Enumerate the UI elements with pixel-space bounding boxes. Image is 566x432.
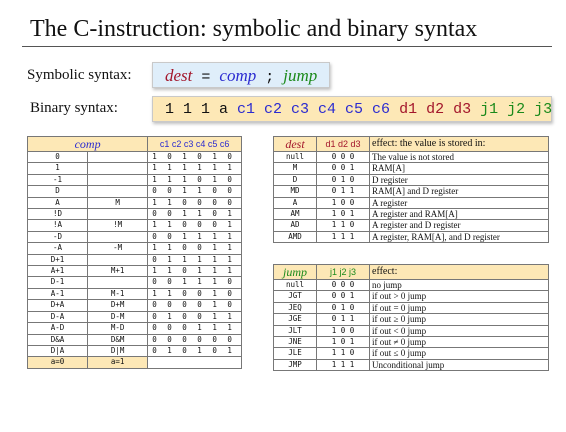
dest-row xyxy=(274,209,549,220)
dest-symbol-cell: A xyxy=(274,197,317,208)
dest-bits-cell: 1 1 1 xyxy=(317,231,370,242)
comp-row xyxy=(28,254,242,265)
comp-row xyxy=(28,163,242,174)
comp-row xyxy=(28,311,242,322)
dest-bits-cell: 0 0 0 xyxy=(317,152,370,163)
comp-row xyxy=(28,334,242,345)
jump-row xyxy=(274,348,549,359)
comp-header: comp xyxy=(28,137,148,152)
dest-bits-cell: 1 0 0 xyxy=(317,197,370,208)
jump-bits-cell: 1 0 0 xyxy=(317,325,370,336)
jump-bits-cell: 0 1 1 xyxy=(317,314,370,325)
binary-syntax-box xyxy=(152,96,552,122)
binary-jump-bits: j1 j2 j3 xyxy=(480,101,553,118)
dest-symbol-cell: AM xyxy=(274,209,317,220)
comp-bits-cell: 0 0 0 1 1 1 xyxy=(148,323,242,334)
comp-bits-cell: 1 1 1 0 1 0 xyxy=(148,174,242,185)
comp-a0-cell: A+1 xyxy=(28,266,88,277)
comp-a0-cell: D|A xyxy=(28,345,88,356)
jump-bits-header: j1 j2 j3 xyxy=(317,265,370,280)
dest-effect-cell: RAM[A] xyxy=(370,163,549,174)
title-divider xyxy=(22,46,552,47)
jump-row xyxy=(274,325,549,336)
comp-a1-cell: M-D xyxy=(88,323,148,334)
comp-a1-cell: M xyxy=(88,197,148,208)
comp-bits-cell: 0 0 0 0 0 0 xyxy=(148,334,242,345)
comp-a1-cell xyxy=(88,277,148,288)
jump-symbol-cell: JLT xyxy=(274,325,317,336)
symbolic-syntax-box xyxy=(152,62,330,88)
dest-row xyxy=(274,163,549,174)
jump-symbol-cell: JMP xyxy=(274,359,317,370)
symbolic-comp: comp xyxy=(219,66,257,85)
comp-a1-cell: D&M xyxy=(88,334,148,345)
comp-bits-cell: 1 0 1 0 1 0 xyxy=(148,152,242,163)
dest-effect-cell: The value is not stored xyxy=(370,152,549,163)
binary-dest-bits: d1 d2 d3 xyxy=(399,101,472,118)
dest-effect-cell: A register xyxy=(370,197,549,208)
jump-header: jump xyxy=(274,265,317,280)
comp-row xyxy=(28,220,242,231)
comp-a0-cell: -A xyxy=(28,243,88,254)
binary-syntax-label: Binary syntax: xyxy=(30,100,118,116)
comp-table xyxy=(27,136,242,369)
comp-bits-cell: 0 1 0 1 0 1 xyxy=(148,345,242,356)
comp-a0-cell: D+1 xyxy=(28,254,88,265)
comp-a0-cell: D-A xyxy=(28,311,88,322)
binary-prefix: 1 1 1 a xyxy=(165,101,229,118)
jump-symbol-cell: JEQ xyxy=(274,302,317,313)
comp-foot-blank xyxy=(148,357,242,368)
comp-a1-cell: D|M xyxy=(88,345,148,356)
jump-effect-cell: if out ≥ 0 jump xyxy=(370,314,549,325)
jump-symbol-cell: JNE xyxy=(274,337,317,348)
comp-a0-cell: D xyxy=(28,186,88,197)
comp-row xyxy=(28,300,242,311)
jump-row xyxy=(274,280,549,291)
comp-a0-cell: A-1 xyxy=(28,288,88,299)
jump-bits-cell: 0 0 0 xyxy=(317,280,370,291)
comp-a1-cell xyxy=(88,186,148,197)
dest-symbol-cell: M xyxy=(274,163,317,174)
comp-foot-a1: a=1 xyxy=(88,357,148,368)
comp-row xyxy=(28,209,242,220)
comp-a0-cell: !A xyxy=(28,220,88,231)
dest-row xyxy=(274,231,549,242)
jump-symbol-cell: JLE xyxy=(274,348,317,359)
comp-row xyxy=(28,197,242,208)
dest-effect-cell: A register and D register xyxy=(370,220,549,231)
comp-a1-cell: D-M xyxy=(88,311,148,322)
comp-row xyxy=(28,288,242,299)
comp-bits-cell: 1 1 0 0 0 1 xyxy=(148,220,242,231)
dest-symbol-cell: AMD xyxy=(274,231,317,242)
dest-row xyxy=(274,174,549,185)
comp-a1-cell xyxy=(88,209,148,220)
comp-a0-cell: D&A xyxy=(28,334,88,345)
jump-effect-cell: if out < 0 jump xyxy=(370,325,549,336)
jump-symbol-cell: JGT xyxy=(274,291,317,302)
jump-bits-cell: 1 1 1 xyxy=(317,359,370,370)
dest-effect-cell: D register xyxy=(370,174,549,185)
dest-bits-cell: 0 0 1 xyxy=(317,163,370,174)
dest-effect-cell: RAM[A] and D register xyxy=(370,186,549,197)
comp-a0-cell: -D xyxy=(28,231,88,242)
page-title: The C-instruction: symbolic and binary syntax xyxy=(30,16,478,42)
comp-row xyxy=(28,266,242,277)
comp-bits-cell: 0 0 1 1 1 1 xyxy=(148,231,242,242)
comp-a0-cell: D-1 xyxy=(28,277,88,288)
jump-effect-cell: Unconditional jump xyxy=(370,359,549,370)
dest-effect-header: effect: the value is stored in: xyxy=(370,137,549,152)
jump-table xyxy=(273,264,549,371)
comp-bits-cell: 0 0 0 0 1 0 xyxy=(148,300,242,311)
jump-effect-cell: if out = 0 jump xyxy=(370,302,549,313)
comp-bits-cell: 1 1 0 0 0 0 xyxy=(148,197,242,208)
jump-symbol-cell: null xyxy=(274,280,317,291)
jump-row xyxy=(274,302,549,313)
comp-foot-a0: a=0 xyxy=(28,357,88,368)
comp-a0-cell: -1 xyxy=(28,174,88,185)
comp-bits-cell: 1 1 0 0 1 0 xyxy=(148,288,242,299)
comp-bits-header: c1 c2 c3 c4 c5 c6 xyxy=(148,137,242,152)
comp-bits-cell: 1 1 1 1 1 1 xyxy=(148,163,242,174)
comp-a1-cell xyxy=(88,163,148,174)
dest-header: dest xyxy=(274,137,317,152)
jump-effect-cell: no jump xyxy=(370,280,549,291)
jump-effect-cell: if out ≠ 0 jump xyxy=(370,337,549,348)
comp-row xyxy=(28,186,242,197)
comp-a0-cell: D+A xyxy=(28,300,88,311)
comp-foot-row xyxy=(28,357,242,368)
dest-symbol-cell: D xyxy=(274,174,317,185)
dest-bits-header: d1 d2 d3 xyxy=(317,137,370,152)
comp-row xyxy=(28,277,242,288)
comp-row xyxy=(28,345,242,356)
comp-a1-cell: M+1 xyxy=(88,266,148,277)
comp-a0-cell: 1 xyxy=(28,163,88,174)
comp-bits-cell: 0 0 1 1 0 0 xyxy=(148,186,242,197)
comp-a1-cell: !M xyxy=(88,220,148,231)
comp-a0-cell: A-D xyxy=(28,323,88,334)
comp-a0-cell: !D xyxy=(28,209,88,220)
binary-comp-bits: c1 c2 c3 c4 c5 c6 xyxy=(237,101,391,118)
dest-effect-cell: A register, RAM[A], and D register xyxy=(370,231,549,242)
jump-effect-header: effect: xyxy=(370,265,549,280)
jump-effect-cell: if out ≤ 0 jump xyxy=(370,348,549,359)
comp-row xyxy=(28,152,242,163)
symbolic-jump: jump xyxy=(283,66,318,85)
jump-row xyxy=(274,337,549,348)
jump-row xyxy=(274,291,549,302)
jump-row xyxy=(274,359,549,370)
dest-bits-cell: 0 1 1 xyxy=(317,186,370,197)
jump-bits-cell: 1 0 1 xyxy=(317,337,370,348)
comp-row xyxy=(28,323,242,334)
dest-row xyxy=(274,197,549,208)
comp-bits-cell: 0 0 1 1 1 0 xyxy=(148,277,242,288)
comp-a1-cell: D+M xyxy=(88,300,148,311)
comp-row xyxy=(28,231,242,242)
dest-table xyxy=(273,136,549,243)
symbolic-syntax-label: Symbolic syntax: xyxy=(27,67,132,83)
symbolic-equals: = xyxy=(192,69,220,86)
dest-symbol-cell: AD xyxy=(274,220,317,231)
dest-symbol-cell: null xyxy=(274,152,317,163)
comp-bits-cell: 0 1 1 1 1 1 xyxy=(148,254,242,265)
comp-a1-cell xyxy=(88,152,148,163)
dest-row xyxy=(274,152,549,163)
jump-bits-cell: 1 1 0 xyxy=(317,348,370,359)
comp-a1-cell xyxy=(88,254,148,265)
dest-effect-cell: A register and RAM[A] xyxy=(370,209,549,220)
comp-a1-cell: -M xyxy=(88,243,148,254)
dest-bits-cell: 1 0 1 xyxy=(317,209,370,220)
dest-bits-cell: 1 1 0 xyxy=(317,220,370,231)
dest-symbol-cell: MD xyxy=(274,186,317,197)
comp-bits-cell: 0 1 0 0 1 1 xyxy=(148,311,242,322)
dest-bits-cell: 0 1 0 xyxy=(317,174,370,185)
comp-bits-cell: 1 1 0 1 1 1 xyxy=(148,266,242,277)
symbolic-semicolon: ; xyxy=(256,69,284,86)
dest-row xyxy=(274,186,549,197)
comp-a1-cell xyxy=(88,231,148,242)
comp-a1-cell: M-1 xyxy=(88,288,148,299)
jump-row xyxy=(274,314,549,325)
symbolic-dest: dest xyxy=(165,66,193,85)
comp-bits-cell: 1 1 0 0 1 1 xyxy=(148,243,242,254)
jump-bits-cell: 0 0 1 xyxy=(317,291,370,302)
comp-a1-cell xyxy=(88,174,148,185)
jump-bits-cell: 0 1 0 xyxy=(317,302,370,313)
comp-row xyxy=(28,243,242,254)
dest-row xyxy=(274,220,549,231)
jump-effect-cell: if out > 0 jump xyxy=(370,291,549,302)
comp-a0-cell: A xyxy=(28,197,88,208)
jump-symbol-cell: JGE xyxy=(274,314,317,325)
comp-a0-cell: 0 xyxy=(28,152,88,163)
comp-bits-cell: 0 0 1 1 0 1 xyxy=(148,209,242,220)
comp-row xyxy=(28,174,242,185)
